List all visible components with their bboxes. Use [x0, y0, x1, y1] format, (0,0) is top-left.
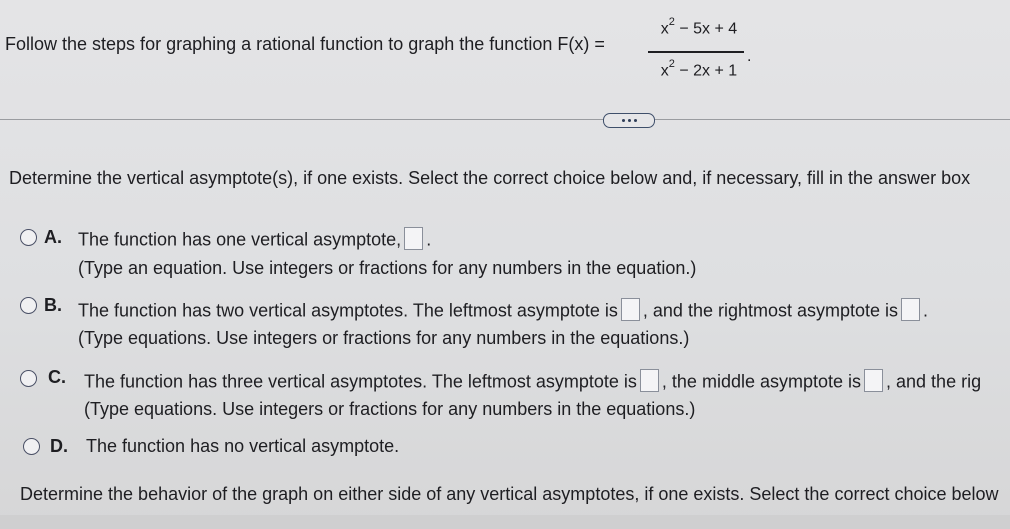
choice-b-hint: (Type equations. Use integers or fractions for any numbers in the equations.) — [78, 328, 690, 348]
answer-box-a[interactable] — [404, 227, 423, 250]
choice-b-text-2: , and the rightmost asymptote is — [642, 300, 899, 321]
choice-c-text-2: , the middle asymptote is — [661, 371, 862, 392]
denominator-var: x — [660, 62, 669, 80]
denominator-exponent: 2 — [668, 58, 675, 70]
choice-b-text-1: The function has two vertical asymptotes. The leftmost asymptote is — [78, 300, 618, 321]
radio-b[interactable] — [20, 297, 37, 314]
radio-a[interactable] — [20, 229, 37, 246]
function-fraction — [648, 10, 750, 80]
numerator-var: x — [660, 20, 669, 38]
answer-box-c-middle[interactable] — [864, 369, 883, 392]
fraction-denominator — [648, 60, 750, 80]
choice-a-text-1: The function has one vertical asymptote, — [78, 229, 402, 250]
choice-b-text-3: . — [923, 300, 929, 321]
choice-c-text-1: The function has three vertical asymptotes. The leftmost asymptote is — [84, 371, 637, 392]
footer-strip — [0, 515, 1010, 529]
choice-c-text-3: , and the rig — [886, 371, 982, 392]
question-period: . — [747, 48, 752, 65]
answer-box-b-left[interactable] — [621, 298, 640, 321]
choice-a-text — [78, 229, 431, 252]
numerator-rest: − 5x + 4 — [674, 20, 738, 38]
choice-a-hint: (Type an equation. Use integers or fractions for any numbers in the equation.) — [78, 258, 697, 278]
fraction-bar — [648, 51, 744, 53]
next-question-text: Determine the behavior of the graph on either side of any vertical asymptotes, if one exists. Select the correct choice below — [20, 484, 999, 504]
numerator-exponent: 2 — [668, 16, 675, 28]
choice-a-letter: A. — [44, 227, 62, 247]
answer-box-b-right[interactable] — [901, 298, 920, 321]
denominator-rest: − 2x + 1 — [674, 62, 738, 80]
more-dot-icon — [634, 119, 637, 122]
choice-b-letter: B. — [44, 295, 62, 315]
more-dot-icon — [622, 119, 625, 122]
choice-b-text — [78, 300, 928, 323]
answer-box-c-left[interactable] — [640, 369, 659, 392]
more-dot-icon — [628, 119, 631, 122]
choice-c-letter: C. — [48, 367, 66, 387]
section-divider — [0, 119, 1010, 120]
choice-d-letter: D. — [50, 436, 68, 456]
radio-d[interactable] — [23, 438, 40, 455]
fraction-numerator — [648, 18, 750, 38]
show-more-button[interactable] — [603, 113, 655, 128]
instruction-text: Determine the vertical asymptote(s), if one exists. Select the correct choice below and, if necessary, fill in the answer box — [9, 168, 971, 188]
radio-c[interactable] — [20, 370, 37, 387]
choice-c-text — [84, 371, 981, 394]
choice-d-text: The function has no vertical asymptote. — [86, 436, 400, 456]
question-text: Follow the steps for graphing a rational function to graph the function F(x) = — [5, 34, 605, 54]
choice-c-hint: (Type equations. Use integers or fractions for any numbers in the equations.) — [84, 399, 696, 419]
choice-a-text-2: . — [426, 229, 432, 250]
